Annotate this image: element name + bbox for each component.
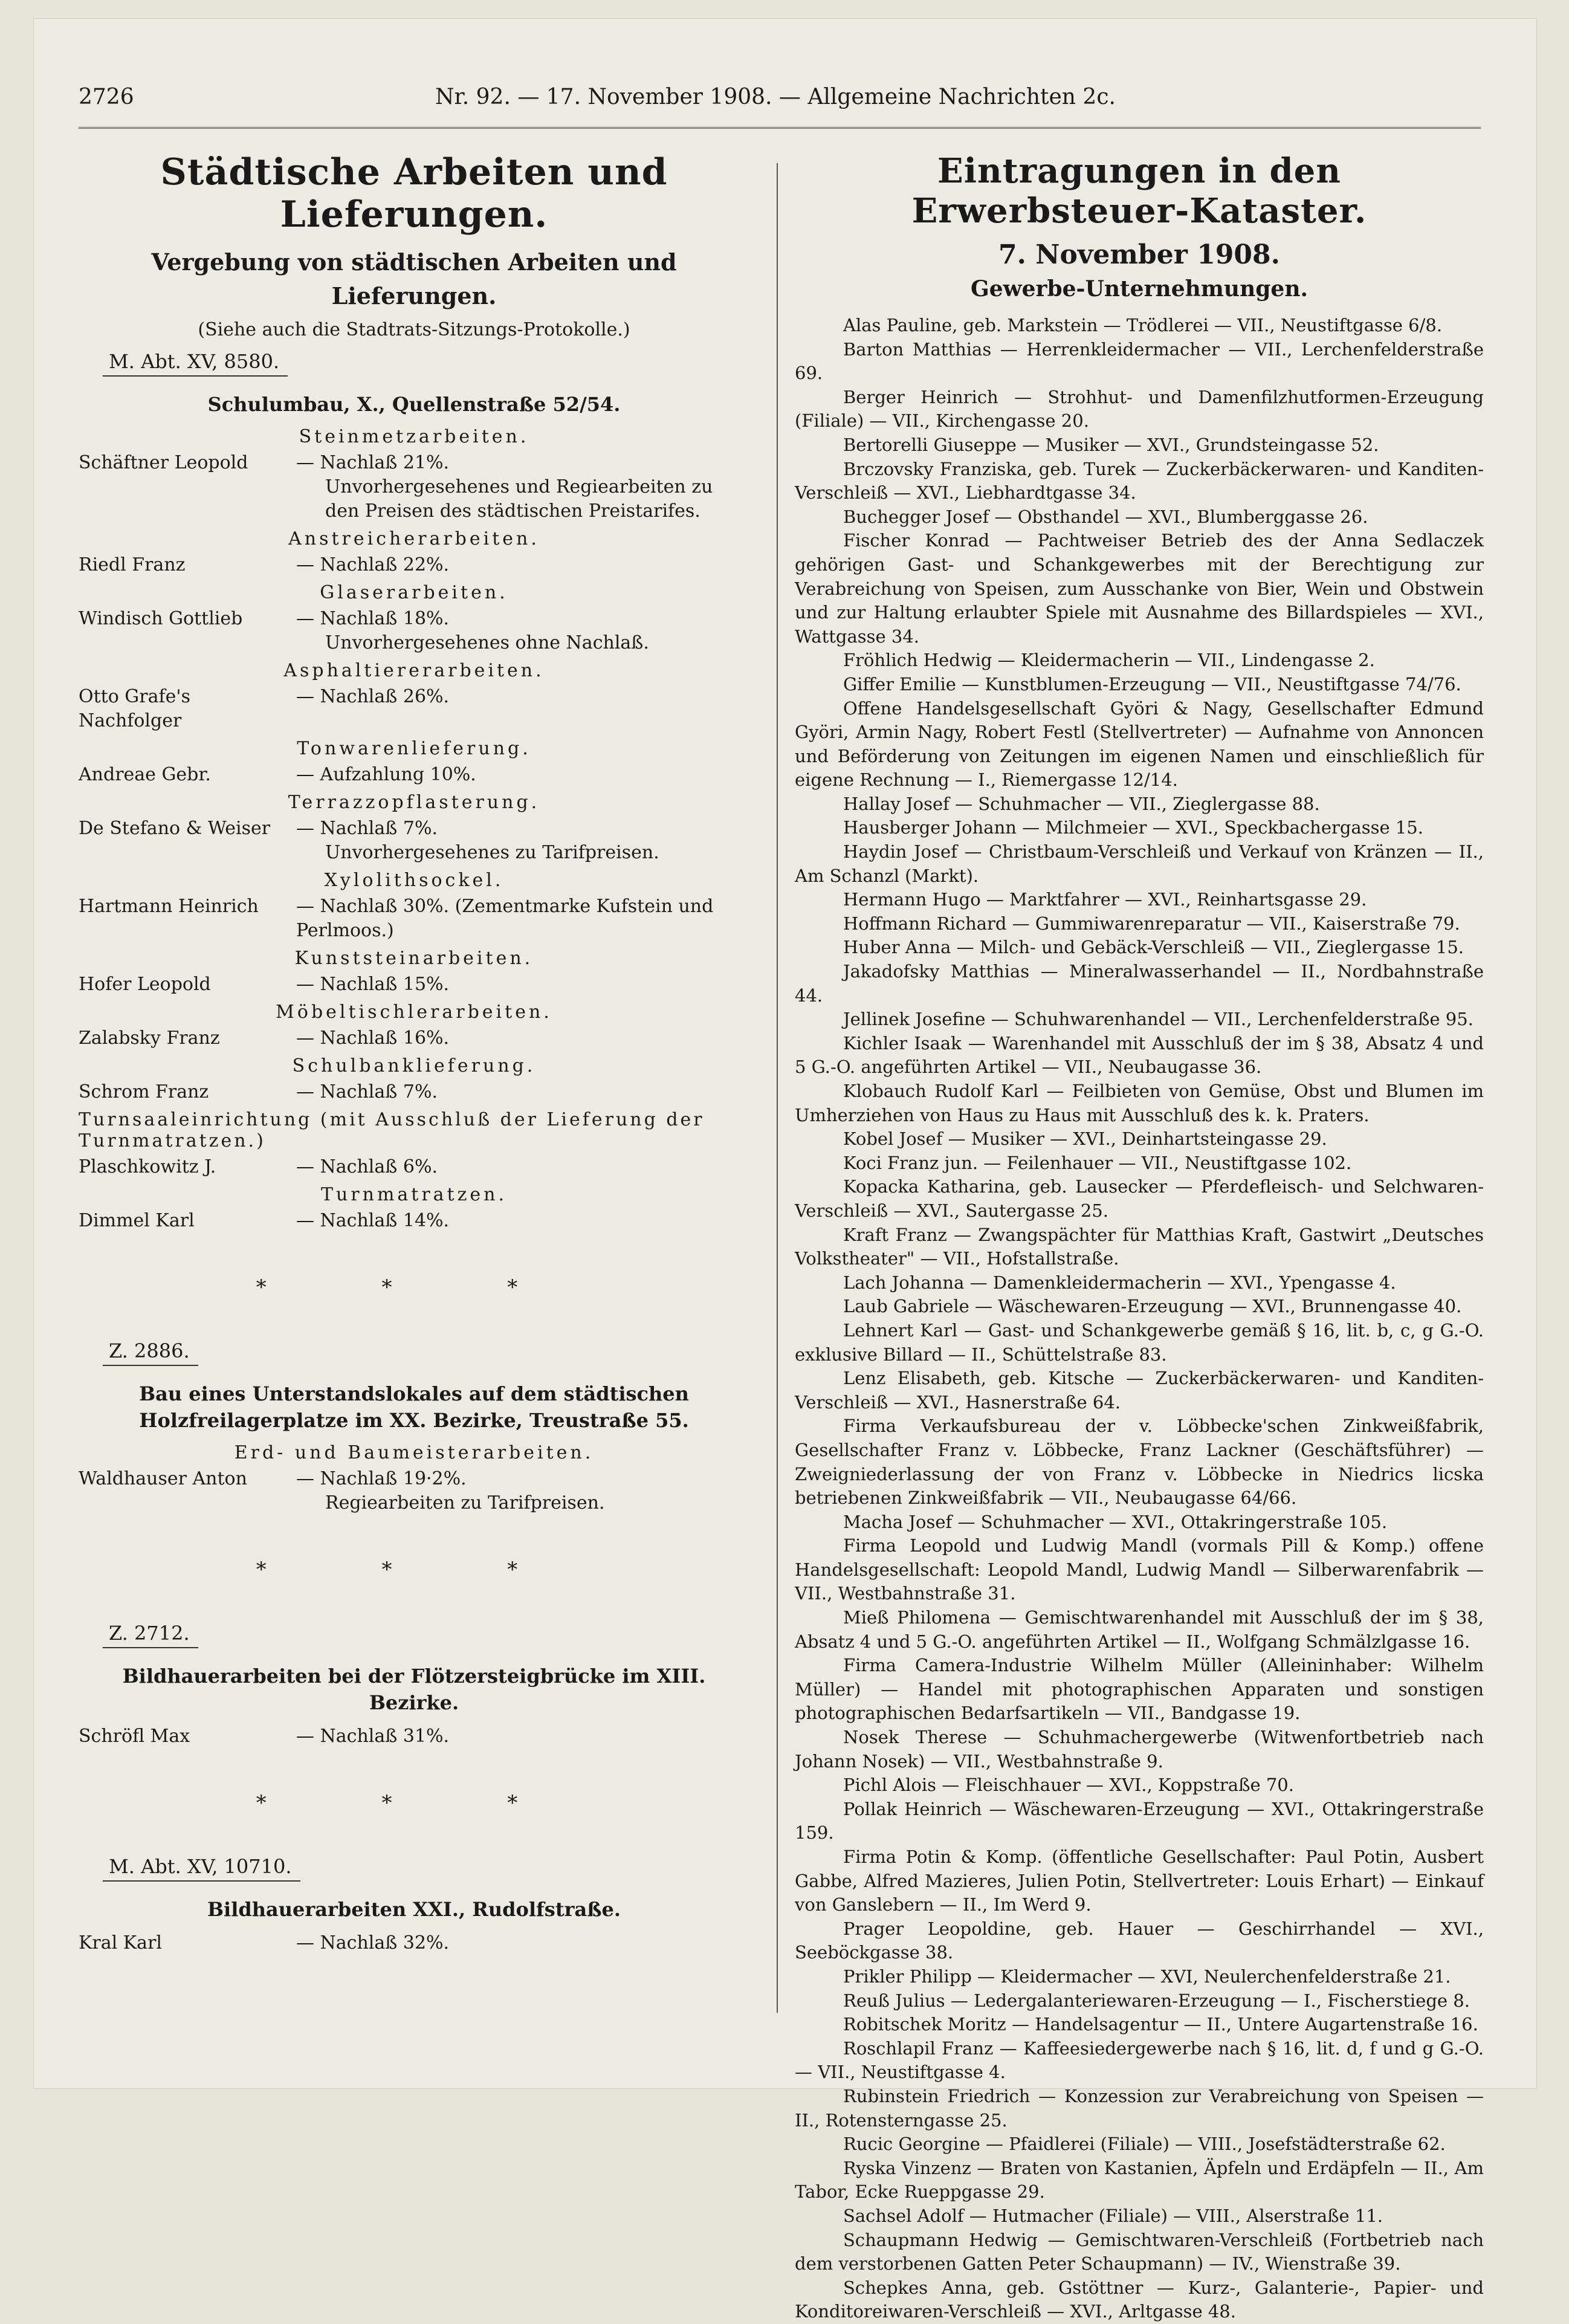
register-entry: Firma Potin & Komp. (öffentliche Gesellschafter: Paul Potin, Ausbert Gabbe, Alfred Mazieres, Julien Potin, Stellvertreter: Louis Erhart) — Einkauf von Ganslebern — II., Im Werd 9.	[795, 1847, 1484, 1915]
award-row	[79, 451, 749, 523]
award-row	[79, 607, 749, 655]
reference-number: Z. 2712.	[103, 1618, 198, 1648]
award-terms	[296, 1467, 749, 1515]
register-entry: Nosek Therese — Schuhmachergewerbe (Witwenfortbetrieb nach Johann Nosek) — VII., Westbahnstraße 9.	[795, 1727, 1484, 1772]
register-entry: Fröhlich Hedwig — Kleidermacherin — VII., Lindengasse 2.	[843, 650, 1375, 671]
register-entry: Hoffmann Richard — Gummiwarenreparatur — VII., Kaiserstraße 79.	[843, 913, 1460, 934]
award-terms	[296, 973, 749, 997]
register-entry: Sachsel Adolf — Hutmacher (Filiale) — VIII., Alserstraße 11.	[843, 2205, 1383, 2226]
page-header	[79, 85, 1481, 121]
award-row	[79, 553, 749, 577]
award-terms	[296, 1931, 749, 1955]
right-heading: Eintragungen in den Erwerbsteuer-Kataster.	[911, 151, 1367, 231]
register-entry: Pichl Alois — Fleischhauer — XVI., Koppstraße 70.	[843, 1775, 1294, 1796]
award-row	[79, 1080, 749, 1104]
register-entry: Huber Anna — Milch- und Gebäck-Verschleiß — VII., Zieglergasse 15.	[843, 937, 1464, 958]
register-entry: Brczovsky Franziska, geb. Turek — Zuckerbäckerwaren- und Kanditen-Verschleiß — XVI., Liebhardtgasse 34.	[795, 458, 1484, 503]
award-row	[79, 1155, 749, 1179]
register-entry: Berger Heinrich — Strohhut- und Damenfilzhutformen-Erzeugung (Filiale) — VII., Kirchengasse 20.	[795, 386, 1484, 432]
award-section	[79, 1618, 749, 1815]
award-terms-line: Unvorhergesehenes ohne Nachlaß.	[325, 632, 649, 653]
register-entry: Kraft Franz — Zwangspächter für Matthias Kraft, Gastwirt „Deutsches Volkstheater" — VII., Hofstallstraße.	[795, 1224, 1484, 1269]
award-terms-line: — Nachlaß 15%.	[296, 974, 450, 995]
left-heading: Städtische Arbeiten und Lieferungen.	[160, 151, 668, 236]
register-entry: Laub Gabriele — Wäschewaren-Erzeugung — XVI., Brunnengasse 40.	[843, 1296, 1462, 1317]
award-terms-line: — Nachlaß 32%.	[296, 1932, 450, 1953]
award-terms	[296, 763, 749, 787]
award-row	[79, 1724, 749, 1749]
contractor-name: Kral Karl	[79, 1932, 163, 1953]
award-terms	[296, 451, 749, 523]
trade-heading: Turnmatratzen.	[320, 1184, 508, 1205]
award-terms	[296, 895, 749, 943]
trade-heading: Turnsaaleinrichtung (mit Ausschluß der Lieferung der Turnmatratzen.)	[79, 1109, 705, 1151]
register-entry: Mieß Philomena — Gemischtwarenhandel mit Ausschluß der im § 38, Absatz 4 und 5 G.-O. angeführten Artikel — II., Wolfgang Schmälzlgasse 16.	[795, 1607, 1484, 1652]
register-entry: Schaupmann Hedwig — Gemischtwaren-Verschleiß (Fortbetrieb nach dem verstorbenen Gatten Peter Schaupmann) — IV., Wienstraße 39.	[795, 2229, 1484, 2274]
section-separator-stars: * * *	[256, 1791, 572, 1815]
award-terms-line: Unvorhergesehenes zu Tarifpreisen.	[325, 842, 659, 863]
award-row	[79, 763, 749, 787]
award-terms	[296, 817, 749, 865]
award-row	[79, 973, 749, 997]
register-entry: Jellinek Josefine — Schuhwarenhandel — VII., Lerchenfelderstraße 95.	[843, 1009, 1474, 1030]
award-row	[79, 895, 749, 943]
register-entry: Prager Leopoldine, geb. Hauer — Geschirrhandel — XVI., Seeböckgasse 38.	[795, 1918, 1484, 1963]
reference-number: M. Abt. XV, 8580.	[103, 346, 288, 377]
award-row	[79, 1209, 749, 1233]
page-number: 2726	[79, 85, 134, 109]
register-entry: Lehnert Karl — Gast- und Schankgewerbe gemäß § 16, lit. b, c, g G.-O. exklusive Billard — II., Schüttelstraße 83.	[795, 1319, 1484, 1365]
award-terms	[296, 1724, 749, 1749]
contractor-name: Zalabsky Franz	[79, 1028, 220, 1049]
column-divider	[777, 163, 778, 2013]
award-terms	[296, 1155, 749, 1179]
award-row	[79, 1931, 749, 1955]
register-entry: Kopacka Katharina, geb. Lausecker — Pferdefleisch- und Selchwaren-Verschleiß — XVI., Sautergasse 25.	[795, 1176, 1484, 1221]
trade-heading: Steinmetzarbeiten.	[299, 426, 529, 447]
register-entry: Kobel Josef — Musiker — XVI., Deinhartsteingasse 29.	[843, 1128, 1327, 1150]
right-date: 7. November 1908.	[998, 239, 1280, 270]
left-column	[79, 151, 749, 1955]
trade-heading: Kunststeinarbeiten.	[294, 948, 534, 969]
award-section	[79, 1336, 749, 1582]
award-terms	[296, 553, 749, 577]
award-terms-line: Unvorhergesehenes und Regiearbeiten zu den Preisen des städtischen Preistarifes.	[325, 476, 713, 522]
register-entry: Roschlapil Franz — Kaffeesiedergewerbe nach § 16, lit. d, f und g G.-O. — VII., Neustiftgasse 4.	[795, 2038, 1484, 2083]
register-entry: Bertorelli Giuseppe — Musiker — XVI., Grundsteingasse 52.	[843, 434, 1379, 455]
award-section	[79, 1851, 749, 1955]
contractor-name: Schröfl Max	[79, 1726, 190, 1747]
contractor-name: Riedl Franz	[79, 554, 186, 575]
register-entry: Pollak Heinrich — Wäschewaren-Erzeugung — XVI., Ottakringerstraße 159.	[795, 1798, 1484, 1843]
register-entry: Fischer Konrad — Pachtweiser Betrieb des der Anna Sedlaczek gehörigen Gast- und Schankgewerbes mit der Berechtigung zur Verabreichung von Speisen, zum Ausschanke von Bier, Wein und Obstwein und zur Haltung erlaubter Spiele mit Ausnahme des Billardspieles — XVI., Wattgasse 34.	[795, 530, 1484, 647]
award-row	[79, 685, 749, 733]
register-entry: Prikler Philipp — Kleidermacher — XVI, Neulerchenfelderstraße 21.	[843, 1966, 1451, 1987]
award-terms-line: — Aufzahlung 10%.	[296, 764, 476, 785]
trade-heading: Tonwarenlieferung.	[297, 738, 531, 759]
trade-heading: Asphaltiererarbeiten.	[283, 660, 545, 681]
reference-number: M. Abt. XV, 10710.	[103, 1851, 300, 1882]
award-row	[79, 1467, 749, 1515]
project-title: Bau eines Unterstandslokales auf dem städtischen Holzfreilagerplatze im XX. Bezirke, Treustraße 55.	[139, 1382, 689, 1432]
award-terms-line: — Nachlaß 6%.	[296, 1156, 438, 1177]
register-entry: Firma Verkaufsbureau der v. Löbbecke'schen Zinkweißfabrik, Gesellschafter Franz v. Löbbecke, Franz Lackner (Geschäftsführer) — Zweigniederlassung der von Franz v. Löbbecke in Niedrics licska betriebenen Zinkweißfabrik — VII., Neubaugasse 64/66.	[795, 1416, 1484, 1509]
trade-heading: Terrazzopflasterung.	[288, 792, 540, 813]
header-rule	[79, 127, 1481, 129]
register-entry: Hermann Hugo — Marktfahrer — XVI., Reinhartsgasse 29.	[843, 889, 1367, 910]
award-section	[79, 346, 749, 1300]
register-entry: Macha Josef — Schuhmacher — XVI., Ottakringerstraße 105.	[843, 1511, 1388, 1532]
register-entry: Koci Franz jun. — Feilenhauer — VII., Neustiftgasse 102.	[843, 1152, 1352, 1173]
reference-number: Z. 2886.	[103, 1336, 198, 1366]
award-terms-line: — Nachlaß 30%. (Zementmarke Kufstein und Perlmoos.)	[296, 896, 714, 941]
award-row	[79, 817, 749, 865]
award-terms-line: — Nachlaß 7%.	[296, 818, 438, 839]
header-title: Nr. 92. — 17. November 1908. — Allgemeine Nachrichten 2c.	[435, 85, 1116, 109]
contractor-name: De Stefano & Weiser	[79, 818, 271, 839]
register-entry: Firma Leopold und Ludwig Mandl (vormals Pill & Komp.) offene Handelsgesellschaft: Leopold Mandl, Ludwig Mandl — Silberwarenfabrik — VII., Westbahnstraße 31.	[795, 1535, 1484, 1604]
register-entry: Offene Handelsgesellschaft Györi & Nagy, Gesellschafter Edmund Györi, Armin Nagy, Robert Festl (Stellvertreter) — Aufnahme von Annoncen und Beförderung von Zeitungen im eigenen Namen und einschließlich für eigene Rechnung — I., Riemergasse 12/14.	[795, 698, 1484, 791]
award-row	[79, 1026, 749, 1050]
contractor-name: Hofer Leopold	[79, 974, 211, 995]
project-title: Bildhauerarbeiten XXI., Rudolfstraße.	[207, 1898, 621, 1921]
award-terms-line: — Nachlaß 7%.	[296, 1081, 438, 1102]
right-subheading: Gewerbe-Unternehmungen.	[970, 276, 1309, 302]
register-entry: Lach Johanna — Damenkleidermacherin — XVI., Ypengasse 4.	[843, 1272, 1396, 1293]
trade-heading: Xylolithsockel.	[324, 870, 504, 891]
register-entry: Alas Pauline, geb. Markstein — Trödlerei — VII., Neustiftgasse 6/8.	[843, 315, 1443, 335]
register-entry: Rubinstein Friedrich — Konzession zur Verabreichung von Speisen — II., Rotensterngasse 25.	[795, 2085, 1484, 2131]
award-terms-line: — Nachlaß 22%.	[296, 554, 450, 575]
award-terms-line: — Nachlaß 14%.	[296, 1210, 450, 1231]
left-note: (Siehe auch die Stadtrats-Sitzungs-Protokolle.)	[198, 319, 630, 340]
award-terms-line: Regiearbeiten zu Tarifpreisen.	[325, 1492, 605, 1513]
register-entry: Haydin Josef — Christbaum-Verschleiß und Verkauf von Kränzen — II., Am Schanzl (Markt).	[795, 841, 1484, 886]
award-terms-line: — Nachlaß 18%.	[296, 608, 450, 629]
trade-heading: Schulbanklieferung.	[292, 1055, 536, 1076]
award-terms-line: — Nachlaß 26%.	[296, 686, 450, 707]
project-title: Bildhauerarbeiten bei der Flötzersteigbrücke im XIII. Bezirke.	[122, 1665, 706, 1714]
register-entry: Lenz Elisabeth, geb. Kitsche — Zuckerbäckerwaren- und Kanditen-Verschleiß — XVI., Hasnerstraße 64.	[795, 1368, 1484, 1413]
register-entry: Schepkes Anna, geb. Gstöttner — Kurz-, Galanterie-, Papier- und Konditoreiwaren-Verschleiß — XVI., Arltgasse 48.	[795, 2277, 1484, 2322]
trade-heading: Glaserarbeiten.	[320, 582, 508, 603]
register-entry: Klobauch Rudolf Karl — Feilbieten von Gemüse, Obst und Blumen im Umherziehen von Haus zu Haus mit Ausschluß des k. k. Praters.	[795, 1081, 1484, 1125]
register-entry: Jakadofsky Matthias — Mineralwasserhandel — II., Nordbahnstraße 44.	[795, 961, 1484, 1006]
contractor-name: Windisch Gottlieb	[79, 608, 243, 629]
award-terms	[296, 1080, 749, 1104]
award-terms-line: — Nachlaß 21%.	[296, 452, 450, 473]
award-terms-line: — Nachlaß 16%.	[296, 1028, 450, 1049]
award-terms-line: — Nachlaß 19·2%.	[296, 1468, 467, 1489]
register-entry: Firma Camera-Industrie Wilhelm Müller (Alleininhaber: Wilhelm Müller) — Handel mit photographischen Apparaten und sonstigen photographischen Bedarfsartikeln — VII., Bandgasse 19.	[795, 1655, 1484, 1724]
trade-heading: Erd- und Baumeisterarbeiten.	[234, 1442, 594, 1463]
register-entry: Hausberger Johann — Milchmeier — XVI., Speckbachergasse 15.	[843, 817, 1423, 838]
award-terms-line: — Nachlaß 31%.	[296, 1726, 450, 1747]
section-separator-stars: * * *	[256, 1558, 572, 1582]
trade-heading: Möbeltischlerarbeiten.	[276, 1002, 552, 1023]
project-title: Schulumbau, X., Quellenstraße 52/54.	[207, 393, 621, 416]
award-terms	[296, 1209, 749, 1233]
register-entry: Hallay Josef — Schuhmacher — VII., Zieglergasse 88.	[843, 793, 1320, 814]
contractor-name: Schrom Franz	[79, 1081, 209, 1102]
register-entry: Giffer Emilie — Kunstblumen-Erzeugung — VII., Neustiftgasse 74/76.	[843, 673, 1461, 694]
trade-heading: Anstreicherarbeiten.	[288, 528, 540, 549]
right-column	[795, 151, 1484, 2324]
contractor-name: Dimmel Karl	[79, 1210, 195, 1231]
register-entry: Ryska Vinzenz — Braten von Kastanien, Äpfeln und Erdäpfeln — II., Am Tabor, Ecke Rueppgasse 29.	[795, 2157, 1484, 2203]
register-entry: Robitschek Moritz — Handelsagentur — II., Untere Augartenstraße 16.	[843, 2014, 1478, 2035]
contractor-name: Plaschkowitz J.	[79, 1156, 216, 1177]
award-terms	[296, 1026, 749, 1050]
contractor-name: Waldhauser Anton	[79, 1468, 247, 1489]
contractor-name: Schäftner Leopold	[79, 452, 248, 473]
section-separator-stars: * * *	[256, 1275, 572, 1300]
contractor-name: Hartmann Heinrich	[79, 896, 259, 917]
register-entry: Kichler Isaak — Warenhandel mit Ausschluß der im § 38, Absatz 4 und 5 G.-O. angeführten Artikel — VII., Neubaugasse 36.	[795, 1032, 1484, 1078]
register-entry: Buchegger Josef — Obsthandel — XVI., Blumberggasse 26.	[843, 506, 1368, 527]
register-entry: Barton Matthias — Herrenkleidermacher — VII., Lerchenfelderstraße 69.	[795, 338, 1484, 384]
contractor-name: Otto Grafe's Nachfolger	[79, 686, 190, 731]
register-entry: Reuß Julius — Ledergalanteriewaren-Erzeugung — I., Fischerstiege 8.	[843, 1990, 1470, 2011]
register-entry: Rucic Georgine — Pfaidlerei (Filiale) — VIII., Josefstädterstraße 62.	[843, 2134, 1446, 2155]
award-terms	[296, 685, 749, 733]
award-terms	[296, 607, 749, 655]
contractor-name: Andreae Gebr.	[79, 764, 211, 785]
left-subheading: Vergebung von städtischen Arbeiten und Lieferungen.	[151, 248, 677, 309]
